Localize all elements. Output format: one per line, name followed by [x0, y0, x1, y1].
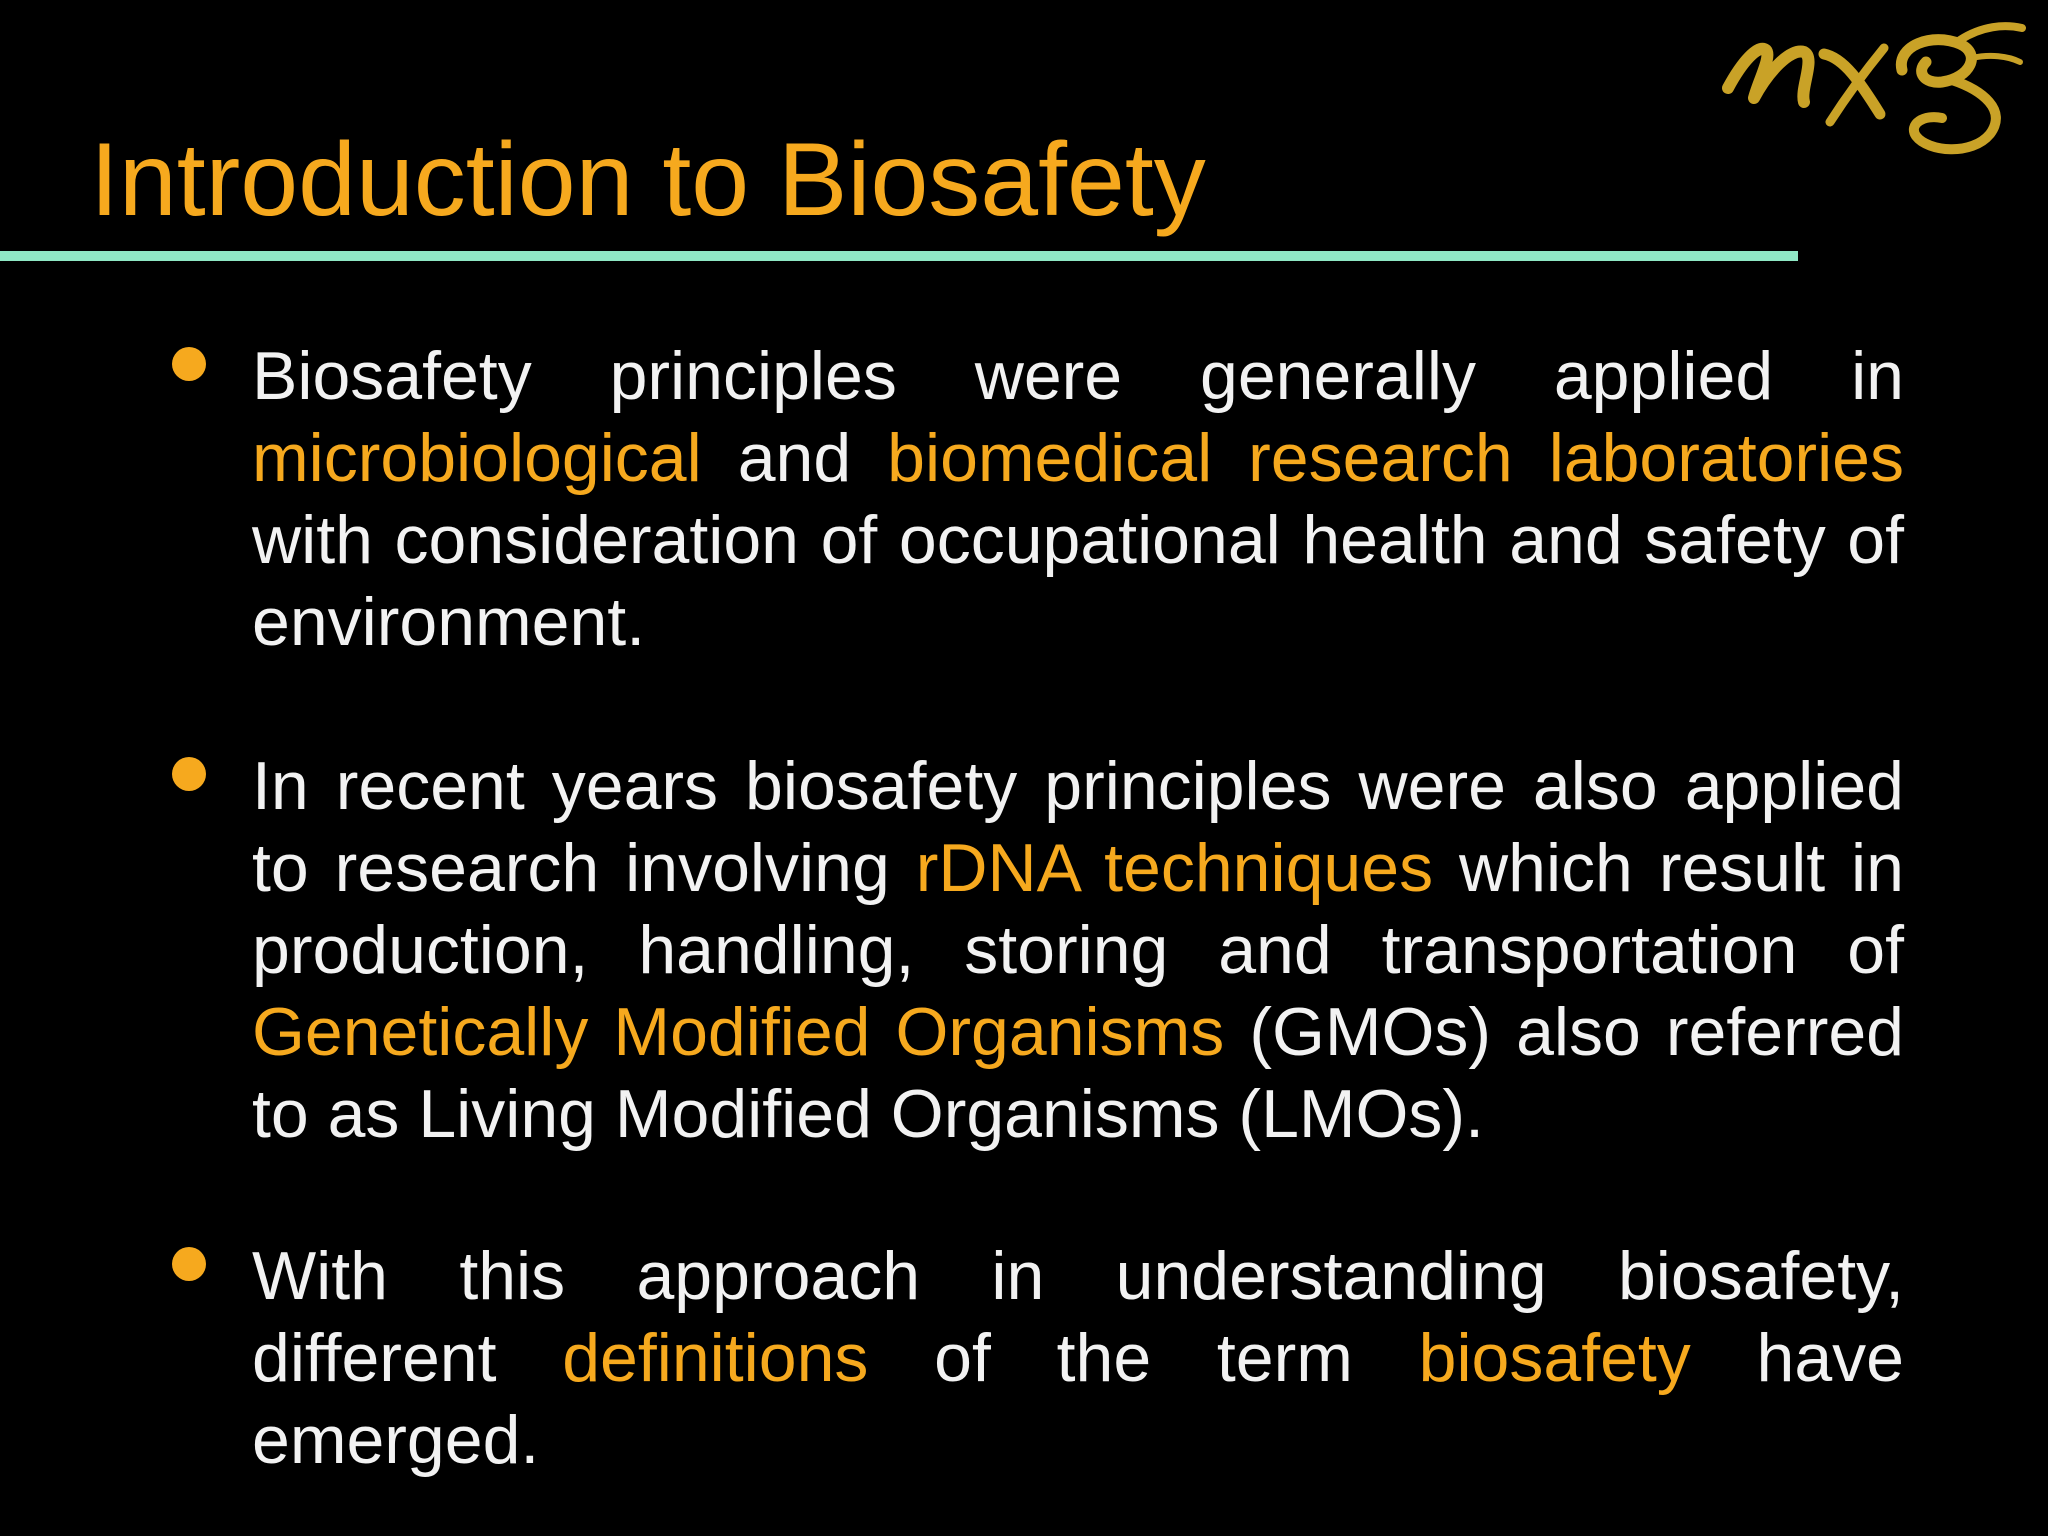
text-segment: In recent years biosafety principles were also applied to research involving	[252, 748, 1904, 906]
bullet-dot-icon	[172, 757, 206, 791]
text-segment: With this approach in understanding biosafety, different	[252, 1238, 1904, 1396]
bullet-text	[252, 745, 1904, 1155]
text-segment: Biosafety principles were generally applied in	[252, 338, 1904, 414]
text-segment: with consideration of occupational health and safety of environment.	[252, 502, 1904, 660]
bullet-dot-icon	[172, 347, 206, 381]
highlight-segment: rDNA techniques	[915, 830, 1434, 906]
text-segment: and	[701, 420, 888, 496]
highlight-segment: definitions	[562, 1320, 869, 1396]
text-segment: have emerged.	[252, 1320, 1904, 1478]
highlight-segment: Genetically Modified Organisms	[252, 994, 1225, 1070]
highlight-segment: biomedical research laboratories	[887, 420, 1904, 496]
highlight-segment: microbiological	[252, 420, 702, 496]
text-segment: of the term	[868, 1320, 1419, 1396]
bullet-text	[252, 335, 1904, 663]
text-segment: which result in production, handling, storing and transportation of	[252, 830, 1904, 988]
text-segment: (GMOs) also referred to as Living Modified Organisms (LMOs).	[252, 994, 1904, 1152]
slide-title: Introduction to Biosafety	[90, 122, 1206, 238]
bullet-text	[252, 1235, 1904, 1481]
highlight-segment: biosafety	[1418, 1320, 1691, 1396]
bullet-dot-icon	[172, 1247, 206, 1281]
